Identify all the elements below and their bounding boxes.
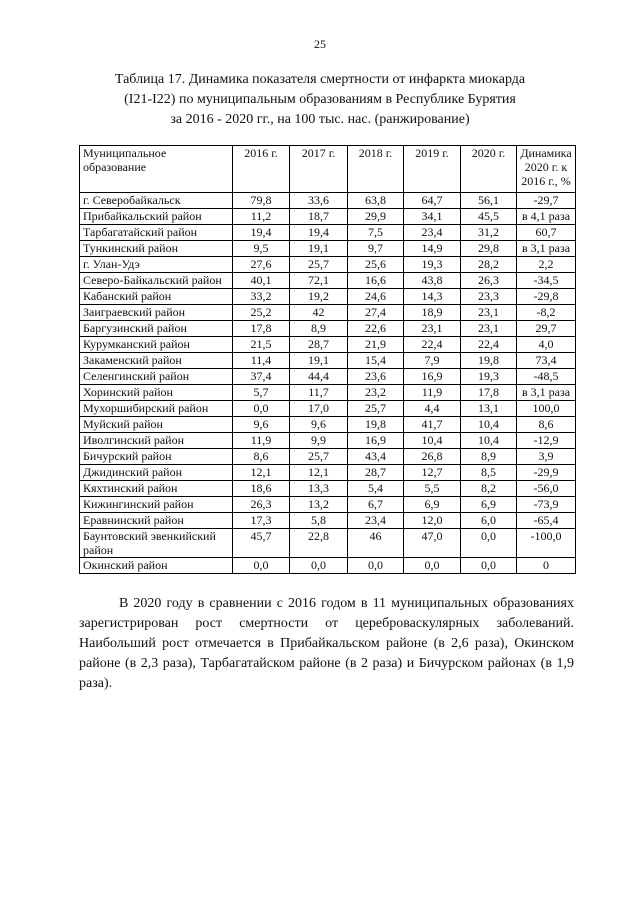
value-cell: 9,6 — [233, 417, 290, 433]
value-cell: 37,4 — [233, 369, 290, 385]
value-cell: 29,7 — [517, 321, 576, 337]
column-header: 2018 г. — [348, 146, 404, 193]
value-cell: 9,9 — [290, 433, 348, 449]
summary-text: В 2020 году в сравнении с 2016 годом в 11 муниципальных образованиях зарегистрирован рост смертности от цереброваскулярных заболеваний. Наибольший рост отмечается в Прибайкальском районе (в 2,6 раза), Окинском районе (в 2,3 раза), Тарбагатайском районе (в 2 раза) и Бичурском районах (в 1,9 раза). — [79, 596, 574, 691]
value-cell: 18,6 — [233, 481, 290, 497]
value-cell: 24,6 — [348, 289, 404, 305]
value-cell: 26,3 — [233, 497, 290, 513]
value-cell: 23,4 — [404, 225, 461, 241]
value-cell: 26,3 — [461, 273, 517, 289]
value-cell: 19,8 — [348, 417, 404, 433]
value-cell: 29,9 — [348, 209, 404, 225]
value-cell: 34,1 — [404, 209, 461, 225]
table-row — [80, 209, 576, 225]
value-cell: 100,0 — [517, 401, 576, 417]
value-cell: 22,4 — [461, 337, 517, 353]
value-cell: 9,7 — [348, 241, 404, 257]
value-cell: 4,0 — [517, 337, 576, 353]
value-cell: 10,4 — [461, 417, 517, 433]
value-cell: 9,5 — [233, 241, 290, 257]
value-cell: 8,6 — [233, 449, 290, 465]
value-cell: 13,1 — [461, 401, 517, 417]
value-cell: в 3,1 раза — [517, 385, 576, 401]
table-row — [80, 529, 576, 558]
value-cell: 10,4 — [461, 433, 517, 449]
municipality-cell: г. Северобайкальск — [80, 193, 233, 209]
table-row — [80, 305, 576, 321]
table-row — [80, 257, 576, 273]
municipality-cell: Закаменский район — [80, 353, 233, 369]
value-cell: 0 — [517, 558, 576, 574]
table-row — [80, 337, 576, 353]
value-cell: 19,2 — [290, 289, 348, 305]
value-cell: 9,6 — [290, 417, 348, 433]
table-row — [80, 321, 576, 337]
value-cell: 25,2 — [233, 305, 290, 321]
value-cell: 25,6 — [348, 257, 404, 273]
municipality-cell: Кижингинский район — [80, 497, 233, 513]
value-cell: 6,0 — [461, 513, 517, 529]
caption-line: Таблица 17. Динамика показателя смертности от инфаркта миокарда — [114, 72, 526, 87]
table-row — [80, 513, 576, 529]
value-cell: 18,9 — [404, 305, 461, 321]
value-cell: 28,7 — [290, 337, 348, 353]
value-cell: 45,5 — [461, 209, 517, 225]
value-cell: 5,5 — [404, 481, 461, 497]
table-row — [80, 417, 576, 433]
value-cell: 15,4 — [348, 353, 404, 369]
table-row — [80, 401, 576, 417]
caption-line: (I21-I22) по муниципальным образованиям в Республике Бурятия — [124, 92, 516, 107]
value-cell: 16,9 — [404, 369, 461, 385]
summary-paragraph — [79, 594, 574, 694]
value-cell: 0,0 — [461, 558, 517, 574]
municipality-cell: Муйский район — [80, 417, 233, 433]
table-row — [80, 558, 576, 574]
value-cell: 33,2 — [233, 289, 290, 305]
column-header: Муниципальное образование — [80, 146, 233, 193]
value-cell: 0,0 — [461, 529, 517, 558]
value-cell: 79,8 — [233, 193, 290, 209]
table-caption — [80, 70, 560, 130]
column-header: Динамика 2020 г. к 2016 г., % — [517, 146, 576, 193]
municipality-cell: Баунтовский эвенкийский район — [80, 529, 233, 558]
table-row — [80, 369, 576, 385]
value-cell: -29,7 — [517, 193, 576, 209]
value-cell: 31,2 — [461, 225, 517, 241]
value-cell: в 3,1 раза — [517, 241, 576, 257]
value-cell: 14,9 — [404, 241, 461, 257]
municipality-cell: Прибайкальский район — [80, 209, 233, 225]
value-cell: 40,1 — [233, 273, 290, 289]
value-cell: 0,0 — [404, 558, 461, 574]
value-cell: 25,7 — [290, 257, 348, 273]
value-cell: 11,2 — [233, 209, 290, 225]
value-cell: 11,9 — [404, 385, 461, 401]
value-cell: 19,1 — [290, 353, 348, 369]
value-cell: 11,7 — [290, 385, 348, 401]
value-cell: -34,5 — [517, 273, 576, 289]
value-cell: 7,9 — [404, 353, 461, 369]
value-cell: 0,0 — [233, 558, 290, 574]
value-cell: 0,0 — [233, 401, 290, 417]
value-cell: 19,8 — [461, 353, 517, 369]
value-cell: 56,1 — [461, 193, 517, 209]
value-cell: 13,2 — [290, 497, 348, 513]
table-row — [80, 193, 576, 209]
value-cell: -100,0 — [517, 529, 576, 558]
value-cell: 27,4 — [348, 305, 404, 321]
value-cell: 16,9 — [348, 433, 404, 449]
value-cell: 64,7 — [404, 193, 461, 209]
value-cell: 11,9 — [233, 433, 290, 449]
municipality-cell: Северо-Байкальский район — [80, 273, 233, 289]
municipality-cell: Иволгинский район — [80, 433, 233, 449]
value-cell: 0,0 — [348, 558, 404, 574]
municipality-cell: Окинский район — [80, 558, 233, 574]
value-cell: -29,9 — [517, 465, 576, 481]
value-cell: 13,3 — [290, 481, 348, 497]
table-row — [80, 433, 576, 449]
column-header: 2017 г. — [290, 146, 348, 193]
value-cell: 21,9 — [348, 337, 404, 353]
value-cell: 43,8 — [404, 273, 461, 289]
value-cell: 25,7 — [290, 449, 348, 465]
value-cell: 16,6 — [348, 273, 404, 289]
municipality-cell: Кабанский район — [80, 289, 233, 305]
municipality-cell: Баргузинский район — [80, 321, 233, 337]
page-number: 25 — [314, 37, 326, 51]
value-cell: 12,1 — [290, 465, 348, 481]
value-cell: 0,0 — [290, 558, 348, 574]
value-cell: 11,4 — [233, 353, 290, 369]
value-cell: 14,3 — [404, 289, 461, 305]
value-cell: 33,6 — [290, 193, 348, 209]
value-cell: 8,9 — [461, 449, 517, 465]
municipality-cell: Тарбагатайский район — [80, 225, 233, 241]
table-row — [80, 273, 576, 289]
value-cell: 5,8 — [290, 513, 348, 529]
value-cell: 72,1 — [290, 273, 348, 289]
value-cell: -65,4 — [517, 513, 576, 529]
value-cell: 28,7 — [348, 465, 404, 481]
table-row — [80, 241, 576, 257]
value-cell: 18,7 — [290, 209, 348, 225]
value-cell: 21,5 — [233, 337, 290, 353]
value-cell: 12,1 — [233, 465, 290, 481]
value-cell: 23,3 — [461, 289, 517, 305]
value-cell: -73,9 — [517, 497, 576, 513]
value-cell: 17,3 — [233, 513, 290, 529]
table-row — [80, 481, 576, 497]
value-cell: 2,2 — [517, 257, 576, 273]
value-cell: 23,1 — [404, 321, 461, 337]
value-cell: 44,4 — [290, 369, 348, 385]
value-cell: 23,4 — [348, 513, 404, 529]
municipality-cell: Заиграевский район — [80, 305, 233, 321]
value-cell: 22,6 — [348, 321, 404, 337]
value-cell: 6,9 — [404, 497, 461, 513]
municipality-cell: Кяхтинский район — [80, 481, 233, 497]
value-cell: 12,0 — [404, 513, 461, 529]
value-cell: 10,4 — [404, 433, 461, 449]
municipality-cell: Курумканский район — [80, 337, 233, 353]
value-cell: 19,3 — [461, 369, 517, 385]
value-cell: 22,8 — [290, 529, 348, 558]
value-cell: 63,8 — [348, 193, 404, 209]
value-cell: 6,7 — [348, 497, 404, 513]
table-row — [80, 465, 576, 481]
table-row — [80, 353, 576, 369]
caption-line: за 2016 - 2020 гг., на 100 тыс. нас. (ранжирование) — [170, 112, 470, 127]
value-cell: 3,9 — [517, 449, 576, 465]
municipality-cell: Еравнинский район — [80, 513, 233, 529]
value-cell: 23,1 — [461, 321, 517, 337]
value-cell: 8,5 — [461, 465, 517, 481]
municipality-cell: Селенгинский район — [80, 369, 233, 385]
value-cell: 19,1 — [290, 241, 348, 257]
municipality-cell: Мухоршибирский район — [80, 401, 233, 417]
value-cell: 45,7 — [233, 529, 290, 558]
value-cell: 19,4 — [233, 225, 290, 241]
value-cell: 19,4 — [290, 225, 348, 241]
table-row — [80, 289, 576, 305]
value-cell: 8,6 — [517, 417, 576, 433]
value-cell: 23,6 — [348, 369, 404, 385]
municipality-cell: Джидинский район — [80, 465, 233, 481]
table-row — [80, 449, 576, 465]
value-cell: 29,8 — [461, 241, 517, 257]
value-cell: 23,2 — [348, 385, 404, 401]
value-cell: 4,4 — [404, 401, 461, 417]
value-cell: 12,7 — [404, 465, 461, 481]
value-cell: 23,1 — [461, 305, 517, 321]
value-cell: -48,5 — [517, 369, 576, 385]
column-header: 2020 г. — [461, 146, 517, 193]
value-cell: 73,4 — [517, 353, 576, 369]
municipality-cell: Хоринский район — [80, 385, 233, 401]
table-row — [80, 385, 576, 401]
mortality-table — [79, 145, 576, 574]
value-cell: 25,7 — [348, 401, 404, 417]
value-cell: 60,7 — [517, 225, 576, 241]
value-cell: 43,4 — [348, 449, 404, 465]
table-row — [80, 225, 576, 241]
value-cell: 8,2 — [461, 481, 517, 497]
value-cell: 8,9 — [290, 321, 348, 337]
value-cell: 6,9 — [461, 497, 517, 513]
column-header: 2016 г. — [233, 146, 290, 193]
value-cell: 26,8 — [404, 449, 461, 465]
value-cell: 19,3 — [404, 257, 461, 273]
value-cell: 17,8 — [233, 321, 290, 337]
value-cell: 41,7 — [404, 417, 461, 433]
value-cell: 17,8 — [461, 385, 517, 401]
table-header-row — [80, 146, 576, 193]
column-header: 2019 г. — [404, 146, 461, 193]
value-cell: 5,4 — [348, 481, 404, 497]
value-cell: -29,8 — [517, 289, 576, 305]
municipality-cell: Тункинский район — [80, 241, 233, 257]
municipality-cell: Бичурский район — [80, 449, 233, 465]
value-cell: 47,0 — [404, 529, 461, 558]
value-cell: 17,0 — [290, 401, 348, 417]
value-cell: 27,6 — [233, 257, 290, 273]
value-cell: 7,5 — [348, 225, 404, 241]
value-cell: 28,2 — [461, 257, 517, 273]
value-cell: -8,2 — [517, 305, 576, 321]
value-cell: 42 — [290, 305, 348, 321]
value-cell: 46 — [348, 529, 404, 558]
municipality-cell: г. Улан-Удэ — [80, 257, 233, 273]
value-cell: -12,9 — [517, 433, 576, 449]
value-cell: в 4,1 раза — [517, 209, 576, 225]
value-cell: 22,4 — [404, 337, 461, 353]
value-cell: -56,0 — [517, 481, 576, 497]
value-cell: 5,7 — [233, 385, 290, 401]
table-row — [80, 497, 576, 513]
